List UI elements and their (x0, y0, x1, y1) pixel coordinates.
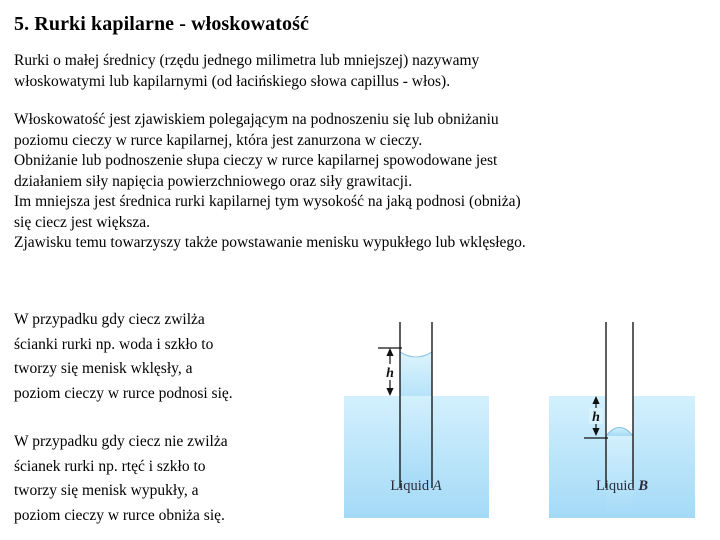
text-line: Zjawisku temu towarzyszy także powstawanie menisku wypukłego lub wklęsłego. (14, 234, 526, 251)
liquid-label-a (390, 478, 441, 494)
paragraph-main (14, 110, 704, 254)
tube-liquid-submerged-a (400, 396, 432, 488)
capillarity-figure (330, 300, 720, 540)
liquid-label-b (596, 478, 648, 494)
arrowhead-up-a (386, 348, 393, 356)
height-label-b: h (592, 410, 600, 425)
paragraph-intro (14, 51, 704, 92)
liquid-label-prefix-b: Liquid (596, 478, 635, 494)
text-line: tworzy się menisk wypukły, a (14, 482, 199, 499)
text-line: Obniżanie lub podnoszenie słupa cieczy w rurce kapilarnej spowodowane jest (14, 152, 498, 169)
note-concave-meniscus (14, 308, 334, 406)
text-line: się ciecz jest większa. (14, 213, 150, 231)
text-line: ścianki rurki np. woda i szkło to (14, 335, 214, 353)
text-line: działaniem siły napięcia powierzchniowego oraz siły grawitacji. (14, 172, 413, 190)
text-line: Im mniejsza jest średnica rurki kapilarnej tym wysokość na jaką podnosi (obniża) (14, 193, 521, 210)
panel-liquid-b (549, 322, 695, 518)
note-convex-meniscus (14, 430, 334, 528)
text-line: ścianek rurki np. rtęć i szkło to (14, 457, 206, 475)
text-line: włoskowatymi lub kapilarnymi (od łacińskiego słowa capillus - włos). (14, 72, 451, 90)
text-line: poziom cieczy w rurce obniża się. (14, 506, 225, 524)
page-title: 5. Rurki kapilarne - włoskowatość (14, 13, 309, 35)
text-line: W przypadku gdy ciecz zwilża (14, 311, 205, 328)
text-line: Włoskowatość jest zjawiskiem polegającym na podnoszeniu się lub obniżaniu (14, 111, 499, 128)
liquid-label-prefix-a: Liquid (390, 478, 430, 494)
text-line: Rurki o małej średnicy (rzędu jednego milimetra lub mniejszej) nazywamy (14, 52, 480, 69)
liquid-bath-b-below (606, 436, 633, 518)
tube-liquid-column-a (400, 352, 432, 396)
liquid-label-name-b: B (638, 478, 648, 494)
liquid-bath-b-right (633, 396, 695, 518)
text-line: poziomu cieczy w rurce kapilarnej, która jest zanurzona w cieczy. (14, 131, 423, 149)
arrowhead-down-a (386, 388, 393, 396)
height-label-a: h (386, 366, 394, 381)
text-line: poziom cieczy w rurce podnosi się. (14, 384, 233, 402)
panel-liquid-a (344, 322, 489, 518)
text-line: W przypadku gdy ciecz nie zwilża (14, 433, 228, 450)
liquid-label-name-a: A (432, 478, 442, 494)
text-line: tworzy się menisk wklęsły, a (14, 360, 193, 377)
height-dimension-a (378, 348, 402, 396)
